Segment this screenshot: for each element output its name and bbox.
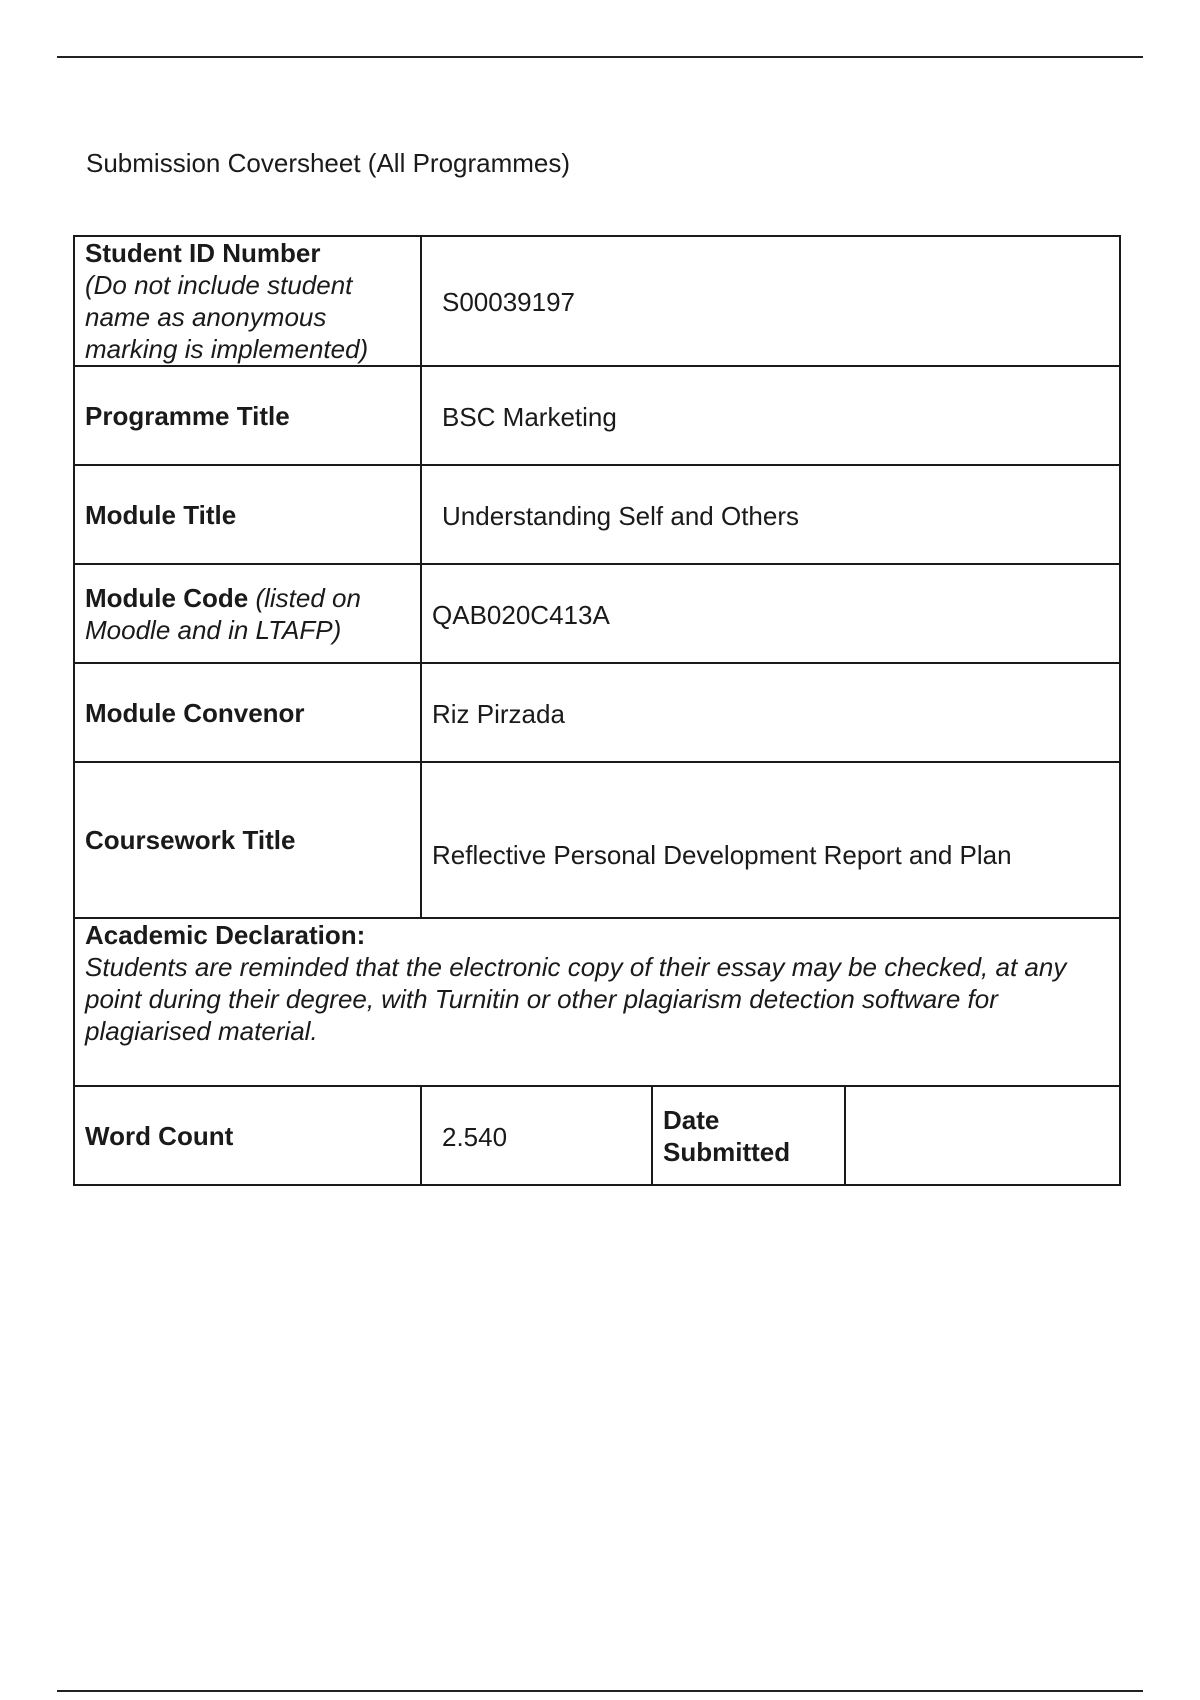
word-count-label: Word Count <box>85 1120 234 1151</box>
coursework-title-value-cell[interactable] <box>421 762 1120 918</box>
coursework-title-value: Reflective Personal Development Report and Plan <box>432 840 1012 870</box>
row-programme-title <box>74 366 1120 465</box>
programme-title-value: BSC Marketing <box>442 401 617 432</box>
row-module-code <box>74 564 1120 663</box>
module-title-value-cell[interactable] <box>421 465 1120 564</box>
word-count-label-cell <box>74 1086 421 1185</box>
student-id-label-cell <box>74 236 421 366</box>
coursework-title-label: Coursework Title <box>85 825 296 855</box>
student-id-value-cell[interactable] <box>421 236 1120 366</box>
coursework-title-label-cell <box>74 762 421 918</box>
module-convenor-value: Riz Pirzada <box>432 698 565 729</box>
date-submitted-value-cell[interactable] <box>845 1086 1120 1185</box>
header-rule <box>57 56 1143 58</box>
student-id-value: S00039197 <box>442 287 576 317</box>
module-code-value: QAB020C413A <box>432 599 610 630</box>
module-title-label: Module Title <box>85 499 237 530</box>
coversheet-table <box>73 235 1121 1186</box>
module-convenor-label-cell <box>74 663 421 762</box>
academic-declaration-text: Students are reminded that the electronic copy of their essay may be checked, at any point during their degree, with Turnitin or other plagiarism detection software for plagiarised material. <box>85 952 1067 1046</box>
row-academic-declaration <box>74 918 1120 1086</box>
academic-declaration-heading: Academic Declaration: <box>85 920 366 950</box>
row-module-convenor <box>74 663 1120 762</box>
word-count-value-cell[interactable] <box>421 1086 652 1185</box>
student-id-label: Student ID Number <box>85 238 321 268</box>
module-code-value-cell[interactable] <box>421 564 1120 663</box>
date-submitted-value <box>856 1135 1109 1137</box>
programme-title-label-cell <box>74 366 421 465</box>
footer-rule <box>57 1690 1143 1692</box>
module-code-label-cell <box>74 564 421 663</box>
programme-title-label: Programme Title <box>85 400 290 431</box>
document-title: Submission Coversheet (All Programmes) <box>86 148 571 178</box>
module-convenor-label: Module Convenor <box>85 697 305 728</box>
word-count-value: 2.540 <box>442 1121 508 1152</box>
student-id-note: (Do not include student name as anonymous marking is implemented) <box>85 270 369 364</box>
row-student-id <box>74 236 1120 366</box>
row-module-title <box>74 465 1120 564</box>
module-title-label-cell <box>74 465 421 564</box>
date-submitted-label: Date Submitted <box>663 1104 791 1167</box>
date-submitted-label-cell <box>652 1086 845 1185</box>
module-title-value: Understanding Self and Others <box>442 500 799 531</box>
module-code-label: Module Code <box>85 582 249 613</box>
module-convenor-value-cell[interactable] <box>421 663 1120 762</box>
row-coursework-title <box>74 762 1120 918</box>
row-word-count <box>74 1086 1120 1185</box>
academic-declaration-cell <box>74 918 1120 1086</box>
module-code-note: (listed on Moodle and in LTAFP) <box>85 582 361 645</box>
programme-title-value-cell[interactable] <box>421 366 1120 465</box>
